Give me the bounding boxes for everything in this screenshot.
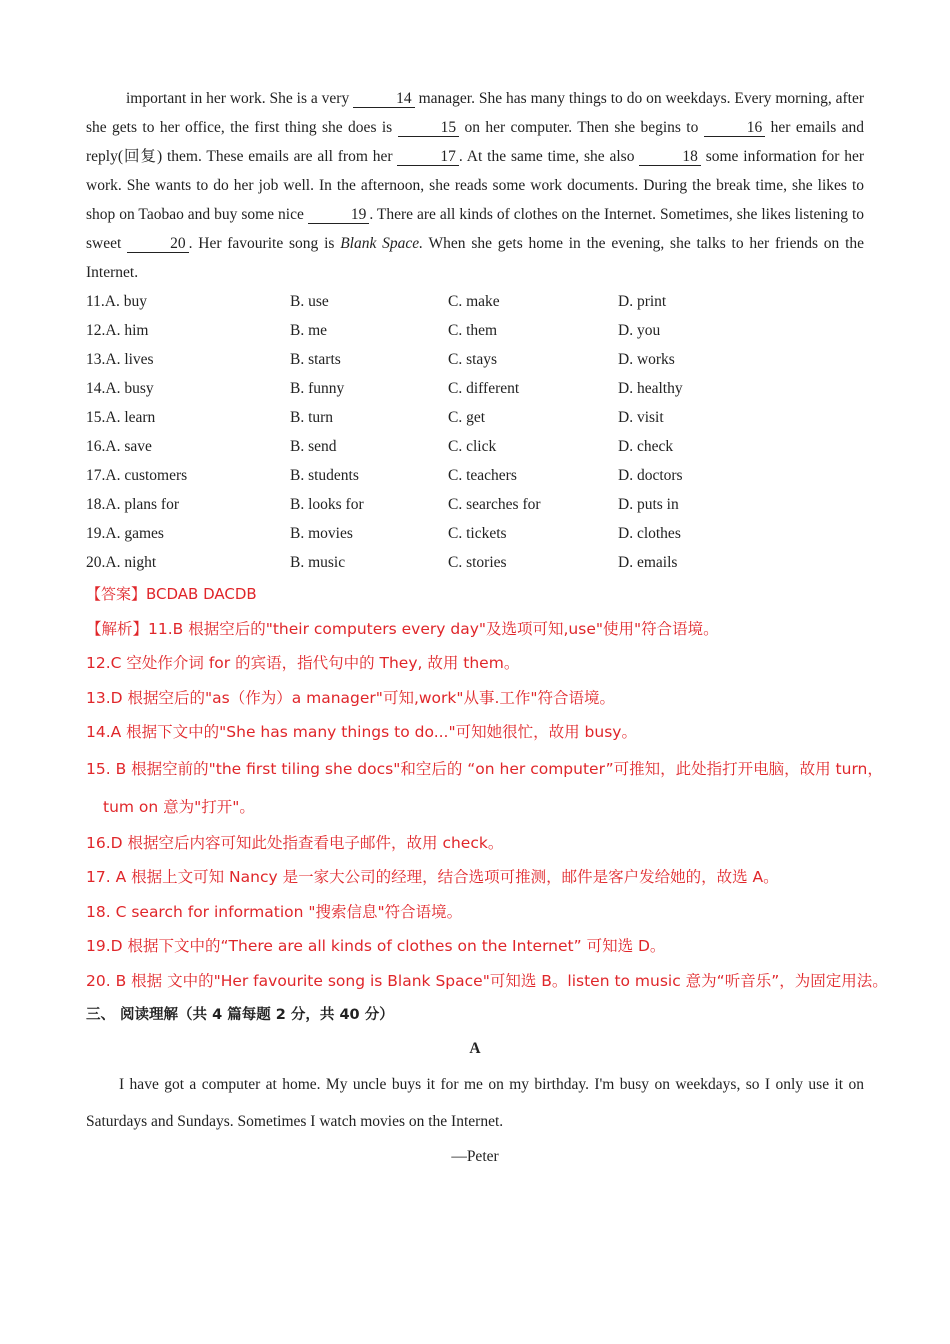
option-b: B. looks for xyxy=(290,495,364,513)
passage-text: her emails and reply(回复) them. These emails are all from her xyxy=(86,119,865,165)
option-a: 16.A. save xyxy=(86,437,152,455)
option-d: D. check xyxy=(618,437,674,455)
blank-14: 14 xyxy=(353,90,415,108)
option-a: 15.A. learn xyxy=(86,408,156,426)
option-row-17 xyxy=(86,461,864,490)
option-d: D. doctors xyxy=(618,466,683,484)
blank-19: 19 xyxy=(308,206,370,224)
option-c: C. click xyxy=(448,437,497,455)
analysis-block xyxy=(86,612,888,999)
analysis-line: 15. B 根据空前的"the first tiling she docs"和空后的 “on her computer”可推知，此处指打开电脑，故用 turn， xyxy=(86,759,883,778)
analysis-line: 20. B 根据 文中的"Her favourite song is Blank Space"可知选 B。listen to music 意为“听音乐”，为固定用法。 xyxy=(86,971,888,990)
passage-text: some information for her work. She wants to do her job well. In the afternoon, she reads some work documents. During the break time, she likes to shop on Taobao and buy some nice xyxy=(86,148,865,223)
analysis-line: 【解析】11.B 根据空后的"their computers every day"及选项可知,use"使用"符合语境。 xyxy=(86,619,719,638)
option-b: B. turn xyxy=(290,408,334,426)
option-row-18 xyxy=(86,490,864,519)
option-d: D. print xyxy=(618,292,667,310)
passage-text: . At the same time, she also xyxy=(458,148,635,165)
analysis-line: 19.D 根据下文中的“There are all kinds of clothes on the Internet” 可知选 D。 xyxy=(86,937,666,955)
analysis-line: 18. C search for information "搜索信息"符合语境。 xyxy=(86,902,463,921)
option-c: C. make xyxy=(448,292,500,310)
passage-text: . Her favourite song is xyxy=(188,235,335,252)
option-row-12 xyxy=(86,316,864,345)
option-b: B. funny xyxy=(290,379,345,397)
option-row-16 xyxy=(86,432,864,461)
blank-15: 15 xyxy=(398,119,460,137)
blank-18: 18 xyxy=(639,148,701,166)
option-a: 17.A. customers xyxy=(86,466,188,484)
blank-16: 16 xyxy=(704,119,766,137)
option-c: C. different xyxy=(448,379,520,397)
blank-20: 20 xyxy=(127,235,189,253)
option-c: C. get xyxy=(448,408,486,426)
option-b: B. music xyxy=(290,553,346,571)
option-row-15 xyxy=(86,403,864,432)
analysis-line: tum on 意为"打开"。 xyxy=(103,797,255,816)
option-d: D. healthy xyxy=(618,379,683,397)
option-row-11 xyxy=(86,287,864,316)
option-d: D. visit xyxy=(618,408,664,426)
option-d: D. clothes xyxy=(618,524,681,542)
analysis-line: 13.D 根据空后的"as（作为）a manager"可知,work"从事.工作"符合语境。 xyxy=(86,688,616,707)
passage-text: important in her work. She is a very xyxy=(126,90,350,107)
passage-text: When she gets home in the evening, she talks to her friends on the Internet. xyxy=(86,235,865,281)
option-b: B. use xyxy=(290,292,329,310)
analysis-line: 12.C 空处作介词 for 的宾语，指代句中的 They, 故用 them。 xyxy=(86,654,520,672)
option-a: 18.A. plans for xyxy=(86,495,179,513)
passage-text: on her computer. Then she begins to xyxy=(464,119,699,136)
analysis-line: 14.A 根据下文中的"She has many things to do..."可知她很忙，故用 busy。 xyxy=(86,723,637,741)
option-b: B. students xyxy=(290,466,359,484)
reading-passage: I have got a computer at home. My uncle buys it for me on my birthday. I'm busy on weekdays, so I only use it on Saturdays and Sundays. Sometimes I watch movies on the Internet. xyxy=(86,1076,864,1130)
option-b: B. movies xyxy=(290,524,353,542)
option-d: D. emails xyxy=(618,553,678,571)
option-row-20 xyxy=(86,548,864,577)
section-title: 三、 阅读理解（共 4 篇每题 2 分，共 40 分） xyxy=(86,1007,394,1023)
option-c: C. searches for xyxy=(448,495,541,513)
option-a: 20.A. night xyxy=(86,553,157,571)
analysis-line: 17. A 根据上文可知 Nancy 是一家大公司的经理，结合选项可推测，邮件是客户发给她的，故选 A。 xyxy=(86,868,779,886)
option-a: 19.A. games xyxy=(86,524,164,542)
option-a: 12.A. him xyxy=(86,321,149,339)
passage-text: . There are all kinds of clothes on the Internet. Sometimes, she likes listening to sweet xyxy=(86,206,865,252)
option-d: D. you xyxy=(618,321,661,339)
option-c: C. them xyxy=(448,321,498,339)
option-row-19 xyxy=(86,519,864,548)
passage-text: manager. She has many things to do on weekdays. Every morning, after she gets to her office, the first thing she does is xyxy=(86,90,865,136)
passage-signature: —Peter xyxy=(451,1148,499,1165)
answer-key: 【答案】BCDAB DACDB xyxy=(86,585,257,603)
option-b: B. send xyxy=(290,437,337,455)
song-title: Blank Space. xyxy=(340,235,424,252)
option-c: C. teachers xyxy=(448,466,517,484)
option-d: D. works xyxy=(618,350,675,368)
options-list xyxy=(86,287,864,577)
option-b: B. starts xyxy=(290,350,341,368)
option-c: C. stories xyxy=(448,553,507,571)
option-d: D. puts in xyxy=(618,495,679,513)
option-row-13 xyxy=(86,345,864,374)
option-c: C. tickets xyxy=(448,524,507,542)
document-page xyxy=(86,84,888,1174)
option-a: 11.A. buy xyxy=(86,292,147,310)
option-c: C. stays xyxy=(448,350,498,368)
option-a: 13.A. lives xyxy=(86,350,154,368)
analysis-line: 16.D 根据空后内容可知此处指查看电子邮件，故用 check。 xyxy=(86,833,504,852)
passage-label: A xyxy=(469,1040,481,1057)
option-a: 14.A. busy xyxy=(86,379,154,397)
option-b: B. me xyxy=(290,321,328,339)
cloze-passage xyxy=(86,84,864,287)
blank-17: 17 xyxy=(397,148,459,166)
option-row-14 xyxy=(86,374,864,403)
